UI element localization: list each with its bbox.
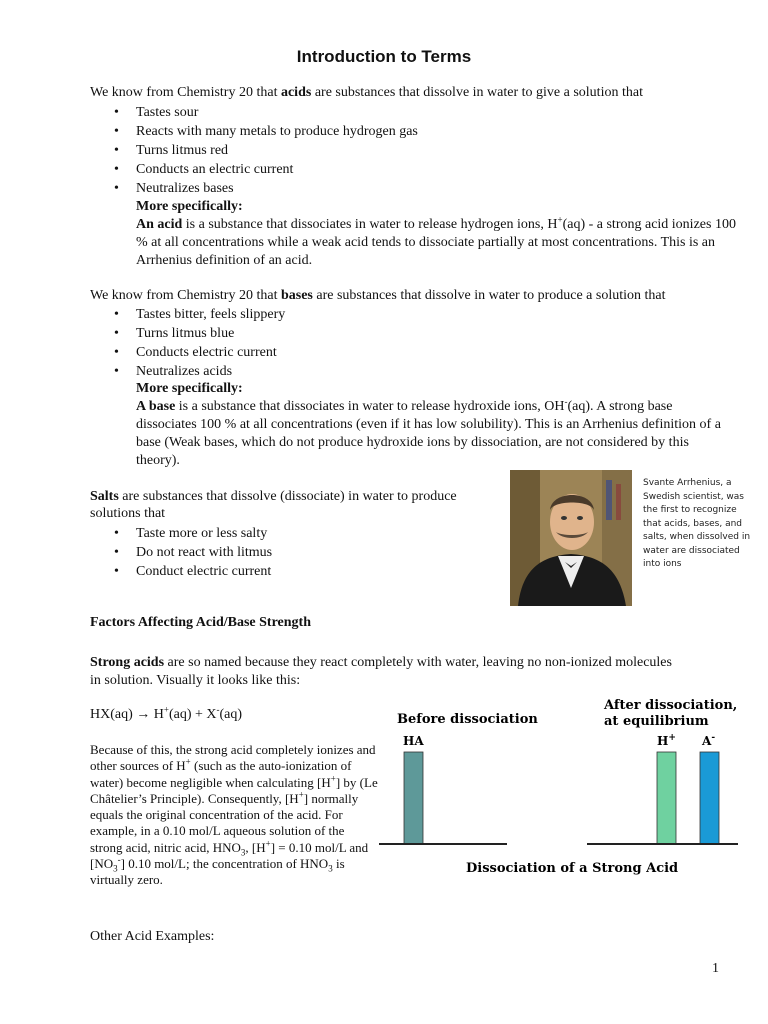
salts-intro: Salts are substances that dissolve (dissociate) in water to produce — [90, 489, 457, 504]
chart-bar-ha — [404, 752, 423, 844]
dissociation-chart — [375, 696, 740, 880]
strong-acids-intro: Strong acids are so named because they react completely with water, leaving no non-ionized molecules — [90, 655, 672, 670]
salts-properties-list — [112, 524, 272, 581]
strong-acids-intro-line2: in solution. Visually it looks like this: — [90, 673, 301, 688]
arrhenius-portrait — [510, 470, 632, 606]
acid-definition: More specifically: An acid is a substance that dissociates in water to release hydrogen ions, H+(aq) - a strong acid ionizes 100 % at all concentrations while a weak acid tends to dissociate partially at most concentrations. This is an Arrhenius definition of an acid. — [136, 199, 736, 268]
other-acid-examples: Other Acid Examples: — [90, 929, 215, 944]
chart-bar-a-minus — [700, 752, 719, 844]
page-title: Introduction to Terms — [296, 47, 472, 66]
chart-panel-label-after-2: at equilibrium — [604, 714, 709, 729]
acids-intro: We know from Chemistry 20 that acids are substances that dissolve in water to give a solution that — [90, 85, 643, 100]
list-item: • Turns litmus blue — [112, 324, 285, 343]
chart-bar-label-a: A- — [702, 733, 716, 748]
chart-panel-label-before: Before dissociation — [397, 712, 538, 727]
factors-heading: Factors Affecting Acid/Base Strength — [90, 615, 311, 630]
list-item: • Do not react with litmus — [112, 543, 272, 562]
list-item: • Tastes sour — [112, 103, 418, 122]
list-item: • Reacts with many metals to produce hydrogen gas — [112, 122, 418, 141]
list-item: • Turns litmus red — [112, 141, 418, 160]
bases-intro: We know from Chemistry 20 that bases are substances that dissolve in water to produce a solution that — [90, 288, 666, 303]
bases-properties-list — [112, 305, 285, 381]
base-definition: More specifically: A base is a substance that dissociates in water to release hydroxide ions, OH-(aq). A strong base dissociates 100 % at all concentrations (even if it has low solubility). This is an Arrhenius definition of a base (Weak bases, which do not produce hydroxide ions by dissociation, are not considered by this theory). — [136, 381, 721, 468]
portrait-caption: Svante Arrhenius, a Swedish scientist, was the first to recognize that acids, bases, and salts, when dissolved in water are dissociated into ions — [643, 478, 751, 569]
list-item: • Conducts an electric current — [112, 160, 418, 179]
list-item: • Neutralizes acids — [112, 362, 285, 381]
chart-title: Dissociation of a Strong Acid — [466, 861, 679, 876]
list-item: • Conducts electric current — [112, 343, 285, 362]
list-item: • Conduct electric current — [112, 562, 272, 581]
list-item: • Tastes bitter, feels slippery — [112, 305, 285, 324]
page-number: 1 — [712, 961, 719, 976]
salts-intro-line2: solutions that — [90, 506, 166, 521]
chart-bar-label-ha: HA — [403, 734, 424, 748]
list-item: • Neutralizes bases — [112, 179, 418, 198]
arrow-icon: → — [136, 707, 151, 722]
chart-panel-label-after-1: After dissociation, — [604, 698, 738, 713]
portrait-illustration — [510, 470, 632, 606]
chart-bar-h-plus — [657, 752, 676, 844]
strong-acid-explanation: Because of this, the strong acid completely ionizes and other sources of H+ (such as the auto-ionization of water) become negligible when calculating [H+] by (Le Châtelier’s Principle). Consequently, [H+] normally equals the original concentration of the acid. For example, in a 0.10 mol/L aqueous solution of the strong acid, nitric acid, $HNO_3$, [H+] = 0.10 mol/L and $[NO_3^-]$ 0.10 mol/L; the concentration of $HNO_3$ is virtually zero. — [90, 742, 378, 888]
dissociation-equation: HX(aq) → H+(aq) + X-(aq) — [90, 704, 243, 722]
list-item: • Taste more or less salty — [112, 524, 272, 543]
chart-bar-label-h: H+ — [657, 733, 676, 748]
acids-properties-list — [112, 103, 418, 198]
